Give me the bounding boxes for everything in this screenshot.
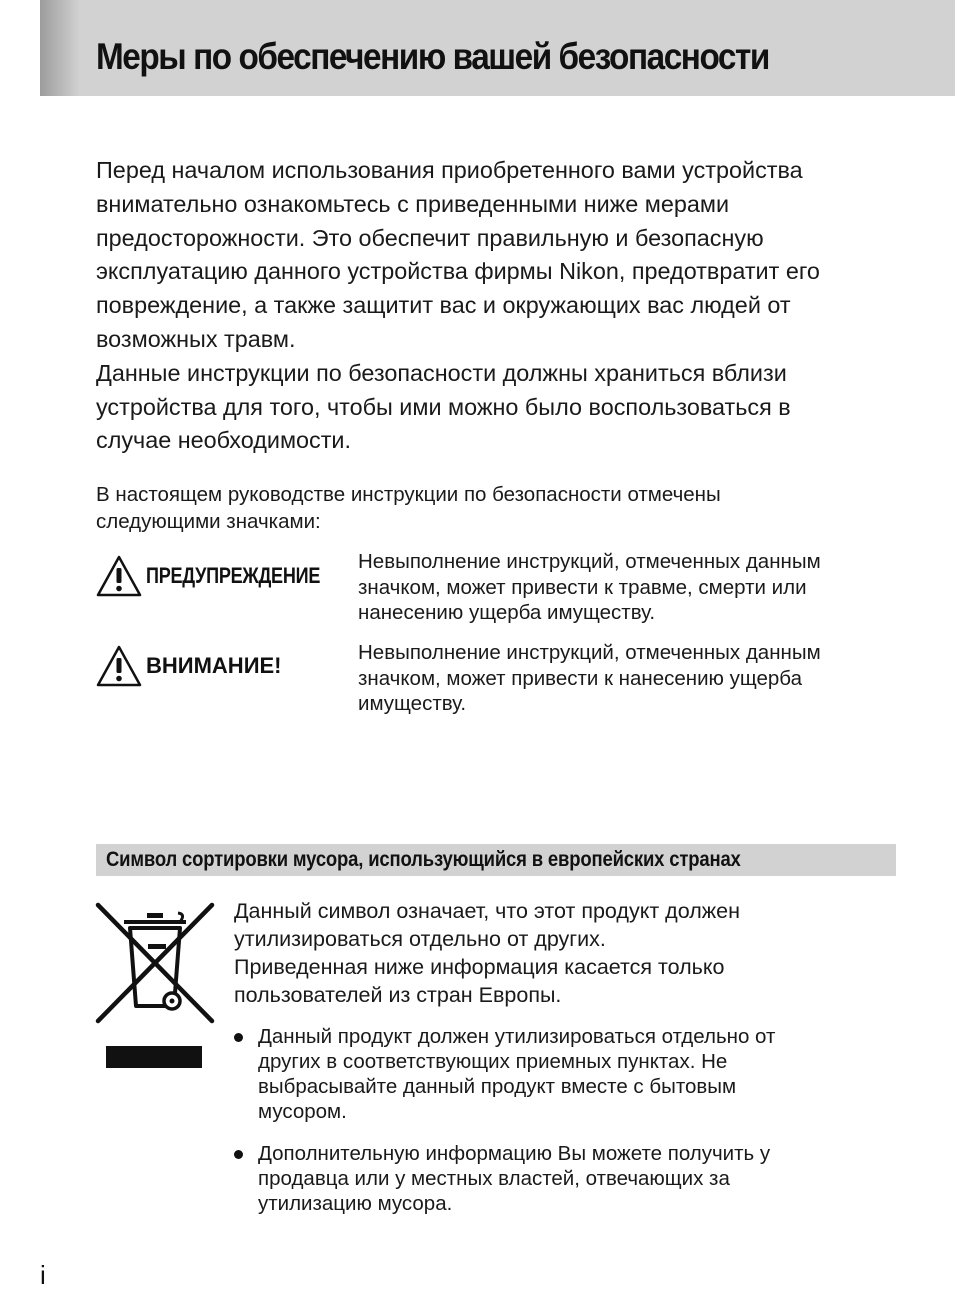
recycling-description-line: пользователей из стран Европы.: [234, 983, 562, 1007]
intro-line: возможных травм.: [96, 325, 296, 352]
icons-intro-line: следующими значками:: [96, 510, 321, 533]
crossed-out-wheelie-bin-icon: [94, 900, 216, 1026]
caution-label: [96, 645, 282, 687]
intro-line: внимательно ознакомьтесь с приведенными ниже мерами: [96, 190, 730, 217]
intro-line: устройства для того, чтобы ими можно было воспользоваться в: [96, 393, 791, 420]
caution-description-line: Невыполнение инструкций, отмеченных данным: [358, 641, 821, 664]
list-item-text: [258, 1024, 775, 1124]
warning-triangle-icon: [96, 645, 142, 687]
header-accent: [40, 0, 80, 96]
intro-paragraph: [96, 154, 916, 458]
warning-description: [358, 549, 821, 626]
list-item-line: Данный продукт должен утилизироваться отдельно от: [258, 1025, 776, 1048]
bin-underline-bar: [106, 1046, 202, 1068]
warning-description-line: Невыполнение инструкций, отмеченных данным: [358, 550, 821, 573]
recycling-description-line: утилизироваться отдельно от других.: [234, 927, 606, 951]
intro-line: случае необходимости.: [96, 427, 352, 454]
list-item-text: [258, 1141, 770, 1216]
warning-description-line: нанесению ущерба имуществу.: [358, 601, 656, 624]
caution-description-line: имуществу.: [358, 692, 467, 715]
list-item-line: Дополнительную информацию Вы можете получить у: [258, 1142, 771, 1165]
intro-line: повреждение, а также защитит вас и окружающих вас людей от: [96, 292, 791, 319]
intro-line: эксплуатацию данного устройства фирмы Nikon, предотвратит его: [96, 258, 820, 285]
list-item-line: других в соответствующих приемных пунктах. Не: [258, 1050, 728, 1073]
warning-description-line: значком, может привести к травме, смерти или: [358, 575, 807, 599]
caution-description: [358, 640, 821, 717]
list-item-line: выбрасывайте данный продукт вместе с бытовым: [258, 1075, 737, 1098]
recycling-section-header: [96, 844, 896, 876]
intro-line: Перед началом использования приобретенного вами устройства: [96, 157, 803, 183]
list-item-line: мусором.: [258, 1100, 347, 1123]
recycling-section-title: Символ сортировки мусора, использующийся в европейских странах: [106, 847, 741, 871]
page-title: Меры по обеспечению вашей безопасности: [96, 36, 769, 77]
page-number: i: [40, 1260, 46, 1290]
icons-intro-line: В настоящем руководстве инструкции по безопасности отмечены: [96, 483, 721, 506]
list-item-line: утилизацию мусора.: [258, 1192, 453, 1215]
intro-line: предосторожности. Это обеспечит правильную и безопасную: [96, 224, 764, 251]
bullet-dot-icon: [234, 1033, 243, 1042]
recycling-description-line: Данный символ означает, что этот продукт должен: [234, 899, 740, 923]
recycling-description-line: Приведенная ниже информация касается только: [234, 955, 725, 979]
caution-label-text: ВНИМАНИЕ!: [146, 653, 282, 678]
caution-description-line: значком, может привести к нанесению ущерба: [358, 666, 802, 690]
intro-line: Данные инструкции по безопасности должны храниться вблизи: [96, 359, 787, 386]
warning-label-text: ПРЕДУПРЕЖДЕНИЕ: [146, 563, 321, 588]
bullet-dot-icon: [234, 1150, 243, 1159]
warning-triangle-icon: [96, 555, 142, 597]
warning-label: [96, 555, 358, 597]
list-item-line: продавца или у местных властей, отвечающих за: [258, 1167, 730, 1190]
recycling-description: [234, 897, 740, 1009]
icons-intro-paragraph: [96, 481, 721, 535]
